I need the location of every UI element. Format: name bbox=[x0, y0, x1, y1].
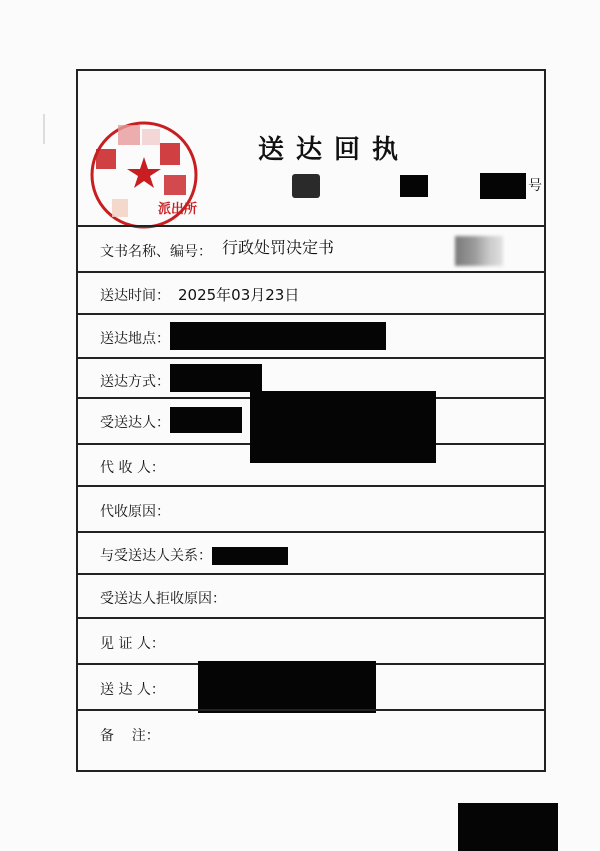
row-witness bbox=[78, 617, 544, 663]
row-delivery-time bbox=[78, 271, 544, 313]
label-delivery-location: 送达地点： bbox=[100, 331, 170, 347]
label-delivery-time: 送达时间： bbox=[100, 288, 170, 304]
redaction-block bbox=[480, 173, 526, 199]
redaction-block bbox=[170, 364, 262, 392]
label-document-name: 文书名称、编号： bbox=[100, 244, 212, 260]
row-remarks bbox=[78, 709, 544, 759]
document-title: 送达回执 bbox=[258, 135, 411, 165]
value-document-name: 行政处罚决定书 bbox=[222, 238, 335, 257]
redaction-block-large bbox=[250, 391, 436, 463]
value-delivery-time: 2025年03月23日 bbox=[178, 286, 300, 304]
redaction-block bbox=[400, 175, 428, 197]
redaction-block bbox=[170, 322, 386, 350]
form-rows bbox=[78, 225, 544, 759]
label-deliverer: 送 达 人： bbox=[100, 682, 165, 698]
redaction-block bbox=[212, 547, 288, 565]
seal-text: 派出所 bbox=[158, 202, 198, 217]
row-refusal-reason bbox=[78, 573, 544, 617]
form-header bbox=[78, 71, 544, 225]
redaction-block bbox=[198, 661, 376, 713]
redaction-block bbox=[170, 407, 242, 433]
label-recipient: 受送达人： bbox=[100, 415, 170, 431]
scan-edge-mark bbox=[43, 114, 45, 144]
label-delivery-method: 送达方式： bbox=[100, 374, 170, 390]
row-delivery-location bbox=[78, 313, 544, 357]
row-relationship bbox=[78, 531, 544, 573]
number-suffix: 号 bbox=[528, 178, 542, 194]
row-agent-reason bbox=[78, 485, 544, 531]
label-remarks: 备 注： bbox=[100, 728, 160, 744]
label-agent-reason: 代收原因： bbox=[100, 504, 170, 520]
redaction-block-bottom bbox=[458, 803, 558, 851]
label-relationship: 与受送达人关系： bbox=[100, 548, 212, 564]
delivery-receipt-form bbox=[76, 69, 546, 772]
row-deliverer bbox=[78, 663, 544, 709]
label-refusal-reason: 受送达人拒收原因： bbox=[100, 591, 226, 607]
redaction-block bbox=[292, 174, 320, 198]
row-document-name bbox=[78, 225, 544, 271]
label-agent: 代 收 人： bbox=[100, 460, 165, 476]
official-seal-icon bbox=[88, 119, 200, 231]
blurred-stamp bbox=[455, 236, 503, 266]
label-witness: 见 证 人： bbox=[100, 636, 165, 652]
